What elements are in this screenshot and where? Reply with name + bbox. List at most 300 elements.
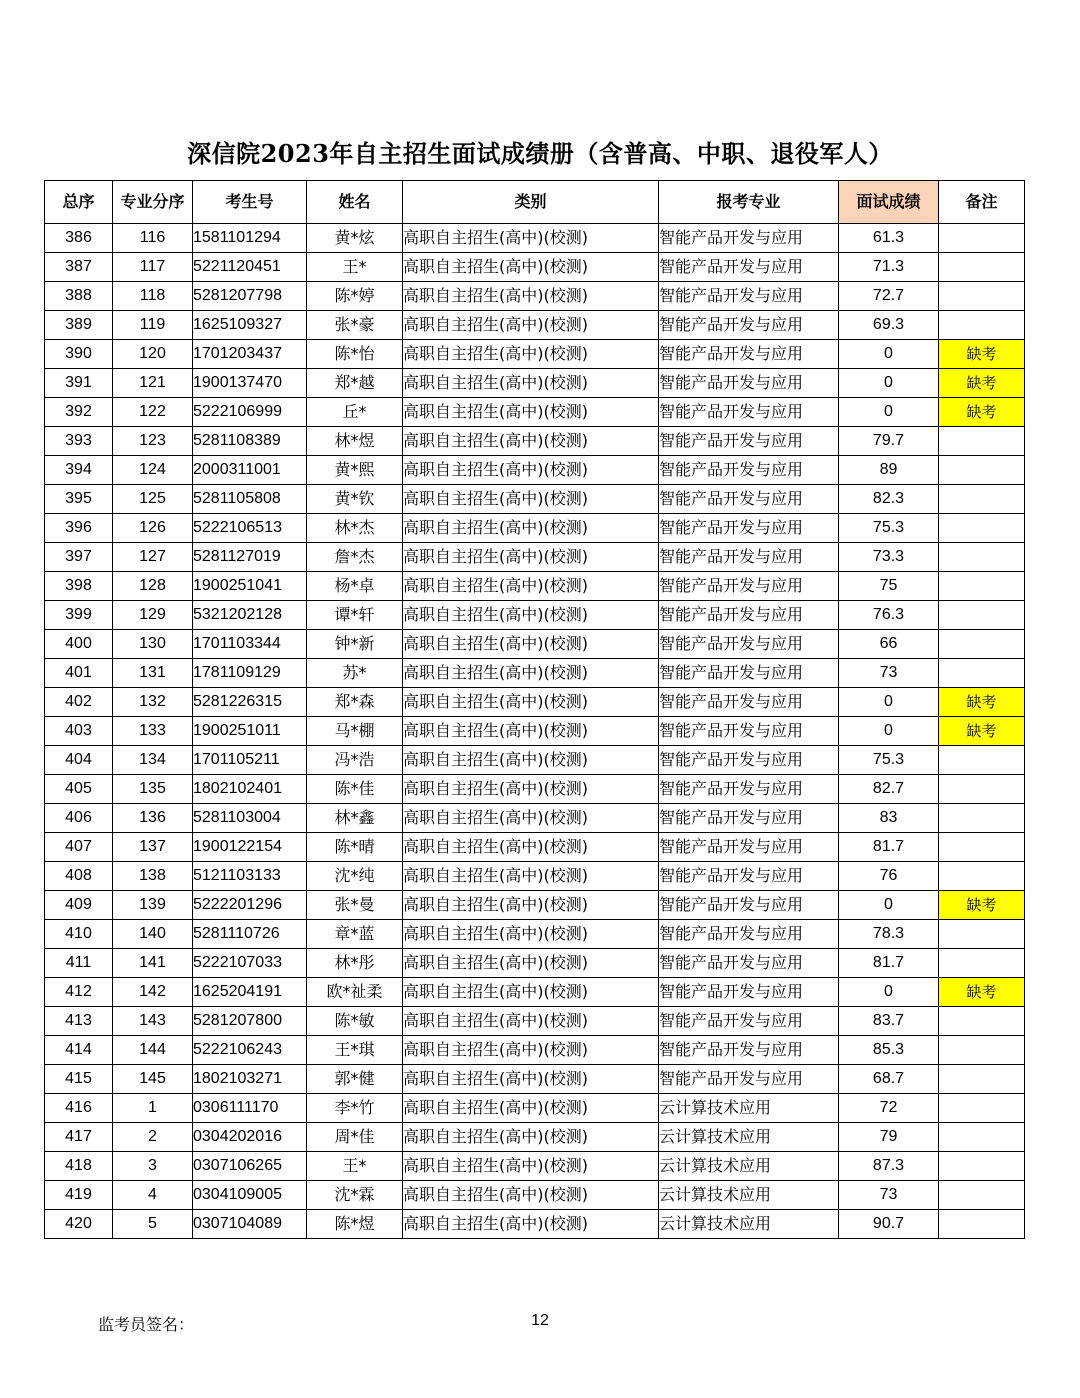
cell-name: 李*竹 (307, 1094, 403, 1123)
cell-note: 缺考 (939, 978, 1025, 1007)
cell-exam-no: 5222106999 (193, 398, 307, 427)
cell-note (939, 224, 1025, 253)
cell-category: 高职自主招生(高中)(校测) (403, 659, 659, 688)
cell-major-seq: 128 (113, 572, 193, 601)
cell-name: 王* (307, 253, 403, 282)
cell-major: 智能产品开发与应用 (659, 311, 839, 340)
cell-major-seq: 142 (113, 978, 193, 1007)
cell-note (939, 1210, 1025, 1239)
cell-score: 76 (839, 862, 939, 891)
cell-exam-no: 5281103004 (193, 804, 307, 833)
cell-name: 林*鑫 (307, 804, 403, 833)
cell-exam-no: 5121103133 (193, 862, 307, 891)
table-row (45, 485, 1025, 514)
cell-score: 85.3 (839, 1036, 939, 1065)
cell-score: 73.3 (839, 543, 939, 572)
cell-exam-no: 5281127019 (193, 543, 307, 572)
cell-major-seq: 2 (113, 1123, 193, 1152)
cell-major: 智能产品开发与应用 (659, 688, 839, 717)
cell-major: 智能产品开发与应用 (659, 282, 839, 311)
cell-exam-no: 1625109327 (193, 311, 307, 340)
cell-name: 詹*杰 (307, 543, 403, 572)
cell-exam-no: 5222106243 (193, 1036, 307, 1065)
cell-name: 陈*怡 (307, 340, 403, 369)
cell-major-seq: 130 (113, 630, 193, 659)
cell-major: 智能产品开发与应用 (659, 862, 839, 891)
cell-score: 69.3 (839, 311, 939, 340)
cell-exam-no: 0304202016 (193, 1123, 307, 1152)
cell-major-seq: 121 (113, 369, 193, 398)
cell-score: 76.3 (839, 601, 939, 630)
cell-exam-no: 1701203437 (193, 340, 307, 369)
cell-seq: 417 (45, 1123, 113, 1152)
cell-name: 冯*浩 (307, 746, 403, 775)
table-row (45, 833, 1025, 862)
cell-major: 智能产品开发与应用 (659, 485, 839, 514)
cell-seq: 416 (45, 1094, 113, 1123)
cell-score: 79.7 (839, 427, 939, 456)
cell-seq: 406 (45, 804, 113, 833)
cell-seq: 420 (45, 1210, 113, 1239)
cell-note: 缺考 (939, 688, 1025, 717)
table-row (45, 1123, 1025, 1152)
cell-category: 高职自主招生(高中)(校测) (403, 891, 659, 920)
cell-exam-no: 5222201296 (193, 891, 307, 920)
cell-major: 智能产品开发与应用 (659, 659, 839, 688)
table-row (45, 1152, 1025, 1181)
cell-note (939, 543, 1025, 572)
signature-label: 监考员签名： (98, 1315, 195, 1334)
cell-name: 陈*煜 (307, 1210, 403, 1239)
cell-major: 智能产品开发与应用 (659, 775, 839, 804)
cell-name: 王* (307, 1152, 403, 1181)
cell-score: 89 (839, 456, 939, 485)
cell-category: 高职自主招生(高中)(校测) (403, 572, 659, 601)
cell-category: 高职自主招生(高中)(校测) (403, 833, 659, 862)
cell-major: 智能产品开发与应用 (659, 949, 839, 978)
cell-score: 0 (839, 717, 939, 746)
cell-note (939, 1152, 1025, 1181)
cell-exam-no: 1581101294 (193, 224, 307, 253)
cell-major-seq: 133 (113, 717, 193, 746)
table-row (45, 369, 1025, 398)
cell-note (939, 514, 1025, 543)
cell-major-seq: 125 (113, 485, 193, 514)
cell-seq: 418 (45, 1152, 113, 1181)
table-row (45, 978, 1025, 1007)
cell-major-seq: 141 (113, 949, 193, 978)
cell-score: 0 (839, 340, 939, 369)
cell-name: 杨*卓 (307, 572, 403, 601)
table-row (45, 456, 1025, 485)
cell-seq: 407 (45, 833, 113, 862)
cell-category: 高职自主招生(高中)(校测) (403, 1094, 659, 1123)
cell-seq: 390 (45, 340, 113, 369)
cell-note (939, 1036, 1025, 1065)
cell-exam-no: 5281226315 (193, 688, 307, 717)
cell-exam-no: 0304109005 (193, 1181, 307, 1210)
cell-exam-no: 5281108389 (193, 427, 307, 456)
header-row (45, 181, 1025, 224)
cell-score: 82.3 (839, 485, 939, 514)
cell-major: 云计算技术应用 (659, 1181, 839, 1210)
cell-exam-no: 0306111170 (193, 1094, 307, 1123)
table-row (45, 746, 1025, 775)
cell-note: 缺考 (939, 891, 1025, 920)
col-name: 姓名 (307, 181, 403, 224)
cell-note (939, 427, 1025, 456)
cell-note (939, 862, 1025, 891)
cell-seq: 399 (45, 601, 113, 630)
cell-name: 欧*祉柔 (307, 978, 403, 1007)
cell-category: 高职自主招生(高中)(校测) (403, 427, 659, 456)
cell-score: 73 (839, 1181, 939, 1210)
cell-exam-no: 5281110726 (193, 920, 307, 949)
cell-exam-no: 5281207798 (193, 282, 307, 311)
cell-note (939, 630, 1025, 659)
cell-category: 高职自主招生(高中)(校测) (403, 978, 659, 1007)
col-major: 报考专业 (659, 181, 839, 224)
cell-name: 林*煜 (307, 427, 403, 456)
cell-note (939, 282, 1025, 311)
cell-major-seq: 123 (113, 427, 193, 456)
cell-major-seq: 5 (113, 1210, 193, 1239)
cell-name: 苏* (307, 659, 403, 688)
cell-category: 高职自主招生(高中)(校测) (403, 775, 659, 804)
cell-seq: 392 (45, 398, 113, 427)
cell-category: 高职自主招生(高中)(校测) (403, 456, 659, 485)
cell-seq: 402 (45, 688, 113, 717)
cell-name: 沈*纯 (307, 862, 403, 891)
cell-exam-no: 1802102401 (193, 775, 307, 804)
cell-major: 智能产品开发与应用 (659, 978, 839, 1007)
table-row (45, 891, 1025, 920)
col-score: 面试成绩 (839, 181, 939, 224)
table-row (45, 1036, 1025, 1065)
cell-major-seq: 131 (113, 659, 193, 688)
cell-name: 张*曼 (307, 891, 403, 920)
cell-major-seq: 1 (113, 1094, 193, 1123)
table-row (45, 1007, 1025, 1036)
cell-major-seq: 116 (113, 224, 193, 253)
cell-category: 高职自主招生(高中)(校测) (403, 340, 659, 369)
cell-score: 82.7 (839, 775, 939, 804)
cell-seq: 387 (45, 253, 113, 282)
cell-major: 智能产品开发与应用 (659, 920, 839, 949)
col-seq: 总序 (45, 181, 113, 224)
table-row (45, 688, 1025, 717)
cell-seq: 386 (45, 224, 113, 253)
cell-category: 高职自主招生(高中)(校测) (403, 253, 659, 282)
cell-major: 智能产品开发与应用 (659, 427, 839, 456)
cell-major-seq: 127 (113, 543, 193, 572)
cell-major-seq: 129 (113, 601, 193, 630)
cell-seq: 400 (45, 630, 113, 659)
col-major-seq: 专业分序 (113, 181, 193, 224)
table-row (45, 862, 1025, 891)
cell-score: 78.3 (839, 920, 939, 949)
cell-exam-no: 2000311001 (193, 456, 307, 485)
col-category: 类别 (403, 181, 659, 224)
cell-score: 68.7 (839, 1065, 939, 1094)
cell-note (939, 456, 1025, 485)
cell-name: 周*佳 (307, 1123, 403, 1152)
table-row (45, 920, 1025, 949)
cell-score: 75.3 (839, 746, 939, 775)
table-row (45, 282, 1025, 311)
cell-score: 71.3 (839, 253, 939, 282)
cell-major-seq: 118 (113, 282, 193, 311)
cell-category: 高职自主招生(高中)(校测) (403, 369, 659, 398)
cell-seq: 397 (45, 543, 113, 572)
cell-exam-no: 1701105211 (193, 746, 307, 775)
cell-name: 黄*钦 (307, 485, 403, 514)
cell-seq: 419 (45, 1181, 113, 1210)
cell-score: 66 (839, 630, 939, 659)
cell-exam-no: 1900251011 (193, 717, 307, 746)
cell-major: 云计算技术应用 (659, 1210, 839, 1239)
cell-exam-no: 1781109129 (193, 659, 307, 688)
cell-major-seq: 119 (113, 311, 193, 340)
table-row (45, 630, 1025, 659)
cell-score: 90.7 (839, 1210, 939, 1239)
cell-exam-no: 5281207800 (193, 1007, 307, 1036)
cell-category: 高职自主招生(高中)(校测) (403, 1036, 659, 1065)
cell-note (939, 804, 1025, 833)
cell-major-seq: 140 (113, 920, 193, 949)
cell-major-seq: 138 (113, 862, 193, 891)
table-row (45, 311, 1025, 340)
cell-major: 智能产品开发与应用 (659, 224, 839, 253)
table-row (45, 659, 1025, 688)
cell-major-seq: 135 (113, 775, 193, 804)
cell-category: 高职自主招生(高中)(校测) (403, 311, 659, 340)
cell-exam-no: 1900137470 (193, 369, 307, 398)
cell-major: 智能产品开发与应用 (659, 833, 839, 862)
cell-major: 智能产品开发与应用 (659, 456, 839, 485)
cell-major: 智能产品开发与应用 (659, 891, 839, 920)
cell-note (939, 659, 1025, 688)
cell-note (939, 833, 1025, 862)
cell-seq: 403 (45, 717, 113, 746)
cell-name: 郭*健 (307, 1065, 403, 1094)
cell-category: 高职自主招生(高中)(校测) (403, 543, 659, 572)
cell-name: 沈*霖 (307, 1181, 403, 1210)
cell-name: 林*彤 (307, 949, 403, 978)
cell-category: 高职自主招生(高中)(校测) (403, 746, 659, 775)
cell-category: 高职自主招生(高中)(校测) (403, 688, 659, 717)
table-row (45, 572, 1025, 601)
table-row (45, 949, 1025, 978)
table-row (45, 601, 1025, 630)
cell-exam-no: 1900251041 (193, 572, 307, 601)
cell-exam-no: 5222107033 (193, 949, 307, 978)
cell-category: 高职自主招生(高中)(校测) (403, 1181, 659, 1210)
cell-seq: 404 (45, 746, 113, 775)
cell-seq: 391 (45, 369, 113, 398)
cell-seq: 398 (45, 572, 113, 601)
cell-score: 81.7 (839, 949, 939, 978)
cell-major-seq: 144 (113, 1036, 193, 1065)
cell-name: 陈*晴 (307, 833, 403, 862)
cell-category: 高职自主招生(高中)(校测) (403, 1065, 659, 1094)
cell-major-seq: 145 (113, 1065, 193, 1094)
cell-note (939, 1181, 1025, 1210)
cell-score: 75.3 (839, 514, 939, 543)
cell-major: 智能产品开发与应用 (659, 543, 839, 572)
table-row (45, 340, 1025, 369)
col-exam-no: 考生号 (193, 181, 307, 224)
cell-score: 83 (839, 804, 939, 833)
cell-category: 高职自主招生(高中)(校测) (403, 224, 659, 253)
table-row (45, 543, 1025, 572)
table-row (45, 224, 1025, 253)
cell-note (939, 485, 1025, 514)
cell-major-seq: 4 (113, 1181, 193, 1210)
cell-category: 高职自主招生(高中)(校测) (403, 485, 659, 514)
cell-seq: 401 (45, 659, 113, 688)
cell-seq: 415 (45, 1065, 113, 1094)
cell-name: 陈*佳 (307, 775, 403, 804)
cell-category: 高职自主招生(高中)(校测) (403, 1210, 659, 1239)
cell-score: 81.7 (839, 833, 939, 862)
cell-category: 高职自主招生(高中)(校测) (403, 514, 659, 543)
cell-score: 0 (839, 891, 939, 920)
cell-seq: 411 (45, 949, 113, 978)
table-row (45, 1065, 1025, 1094)
cell-seq: 395 (45, 485, 113, 514)
cell-major: 智能产品开发与应用 (659, 630, 839, 659)
table-row (45, 1181, 1025, 1210)
cell-name: 黄*熙 (307, 456, 403, 485)
cell-major: 智能产品开发与应用 (659, 746, 839, 775)
cell-major-seq: 139 (113, 891, 193, 920)
cell-exam-no: 5221120451 (193, 253, 307, 282)
cell-note (939, 1094, 1025, 1123)
cell-major: 智能产品开发与应用 (659, 572, 839, 601)
cell-exam-no: 5281105808 (193, 485, 307, 514)
cell-score: 87.3 (839, 1152, 939, 1181)
cell-seq: 396 (45, 514, 113, 543)
table-row (45, 398, 1025, 427)
cell-category: 高职自主招生(高中)(校测) (403, 920, 659, 949)
cell-major: 智能产品开发与应用 (659, 398, 839, 427)
cell-name: 陈*敏 (307, 1007, 403, 1036)
cell-note (939, 1065, 1025, 1094)
cell-note (939, 1123, 1025, 1152)
cell-major: 智能产品开发与应用 (659, 1065, 839, 1094)
cell-score: 79 (839, 1123, 939, 1152)
cell-score: 61.3 (839, 224, 939, 253)
cell-seq: 388 (45, 282, 113, 311)
cell-major-seq: 124 (113, 456, 193, 485)
cell-seq: 393 (45, 427, 113, 456)
cell-major: 云计算技术应用 (659, 1094, 839, 1123)
cell-seq: 409 (45, 891, 113, 920)
cell-category: 高职自主招生(高中)(校测) (403, 949, 659, 978)
cell-major: 智能产品开发与应用 (659, 253, 839, 282)
cell-note (939, 253, 1025, 282)
cell-name: 马*棚 (307, 717, 403, 746)
table-row (45, 1210, 1025, 1239)
cell-note: 缺考 (939, 340, 1025, 369)
cell-seq: 389 (45, 311, 113, 340)
cell-category: 高职自主招生(高中)(校测) (403, 630, 659, 659)
cell-note (939, 1007, 1025, 1036)
cell-major: 云计算技术应用 (659, 1123, 839, 1152)
cell-major-seq: 122 (113, 398, 193, 427)
cell-category: 高职自主招生(高中)(校测) (403, 282, 659, 311)
cell-exam-no: 1900122154 (193, 833, 307, 862)
cell-exam-no: 1802103271 (193, 1065, 307, 1094)
cell-note (939, 775, 1025, 804)
cell-note: 缺考 (939, 717, 1025, 746)
cell-score: 83.7 (839, 1007, 939, 1036)
cell-major-seq: 117 (113, 253, 193, 282)
cell-major-seq: 126 (113, 514, 193, 543)
cell-exam-no: 0307104089 (193, 1210, 307, 1239)
table-row (45, 1094, 1025, 1123)
cell-major: 智能产品开发与应用 (659, 369, 839, 398)
table-body (45, 224, 1025, 1239)
cell-name: 陈*婷 (307, 282, 403, 311)
cell-score: 75 (839, 572, 939, 601)
score-table (44, 180, 1025, 1239)
table-row (45, 717, 1025, 746)
page-title: 深信院2023年自主招生面试成绩册（含普高、中职、退役军人） (187, 139, 893, 168)
table-row (45, 427, 1025, 456)
cell-seq: 412 (45, 978, 113, 1007)
cell-major-seq: 120 (113, 340, 193, 369)
cell-seq: 410 (45, 920, 113, 949)
cell-major-seq: 134 (113, 746, 193, 775)
cell-seq: 413 (45, 1007, 113, 1036)
cell-category: 高职自主招生(高中)(校测) (403, 601, 659, 630)
cell-note (939, 572, 1025, 601)
cell-name: 黄*炫 (307, 224, 403, 253)
cell-major: 智能产品开发与应用 (659, 717, 839, 746)
cell-category: 高职自主招生(高中)(校测) (403, 398, 659, 427)
cell-category: 高职自主招生(高中)(校测) (403, 717, 659, 746)
cell-exam-no: 0307106265 (193, 1152, 307, 1181)
cell-name: 张*豪 (307, 311, 403, 340)
cell-note (939, 920, 1025, 949)
cell-seq: 408 (45, 862, 113, 891)
cell-major: 智能产品开发与应用 (659, 514, 839, 543)
cell-category: 高职自主招生(高中)(校测) (403, 1123, 659, 1152)
page-number: 12 (531, 1312, 549, 1329)
col-note: 备注 (939, 181, 1025, 224)
cell-score: 73 (839, 659, 939, 688)
cell-category: 高职自主招生(高中)(校测) (403, 1007, 659, 1036)
cell-major-seq: 136 (113, 804, 193, 833)
cell-name: 章*蓝 (307, 920, 403, 949)
cell-category: 高职自主招生(高中)(校测) (403, 1152, 659, 1181)
cell-score: 72.7 (839, 282, 939, 311)
cell-major-seq: 3 (113, 1152, 193, 1181)
cell-major: 智能产品开发与应用 (659, 1036, 839, 1065)
cell-category: 高职自主招生(高中)(校测) (403, 862, 659, 891)
cell-note: 缺考 (939, 369, 1025, 398)
cell-exam-no: 1701103344 (193, 630, 307, 659)
cell-name: 郑*森 (307, 688, 403, 717)
cell-name: 丘* (307, 398, 403, 427)
cell-seq: 414 (45, 1036, 113, 1065)
cell-name: 钟*新 (307, 630, 403, 659)
cell-score: 72 (839, 1094, 939, 1123)
cell-score: 0 (839, 978, 939, 1007)
cell-note: 缺考 (939, 398, 1025, 427)
